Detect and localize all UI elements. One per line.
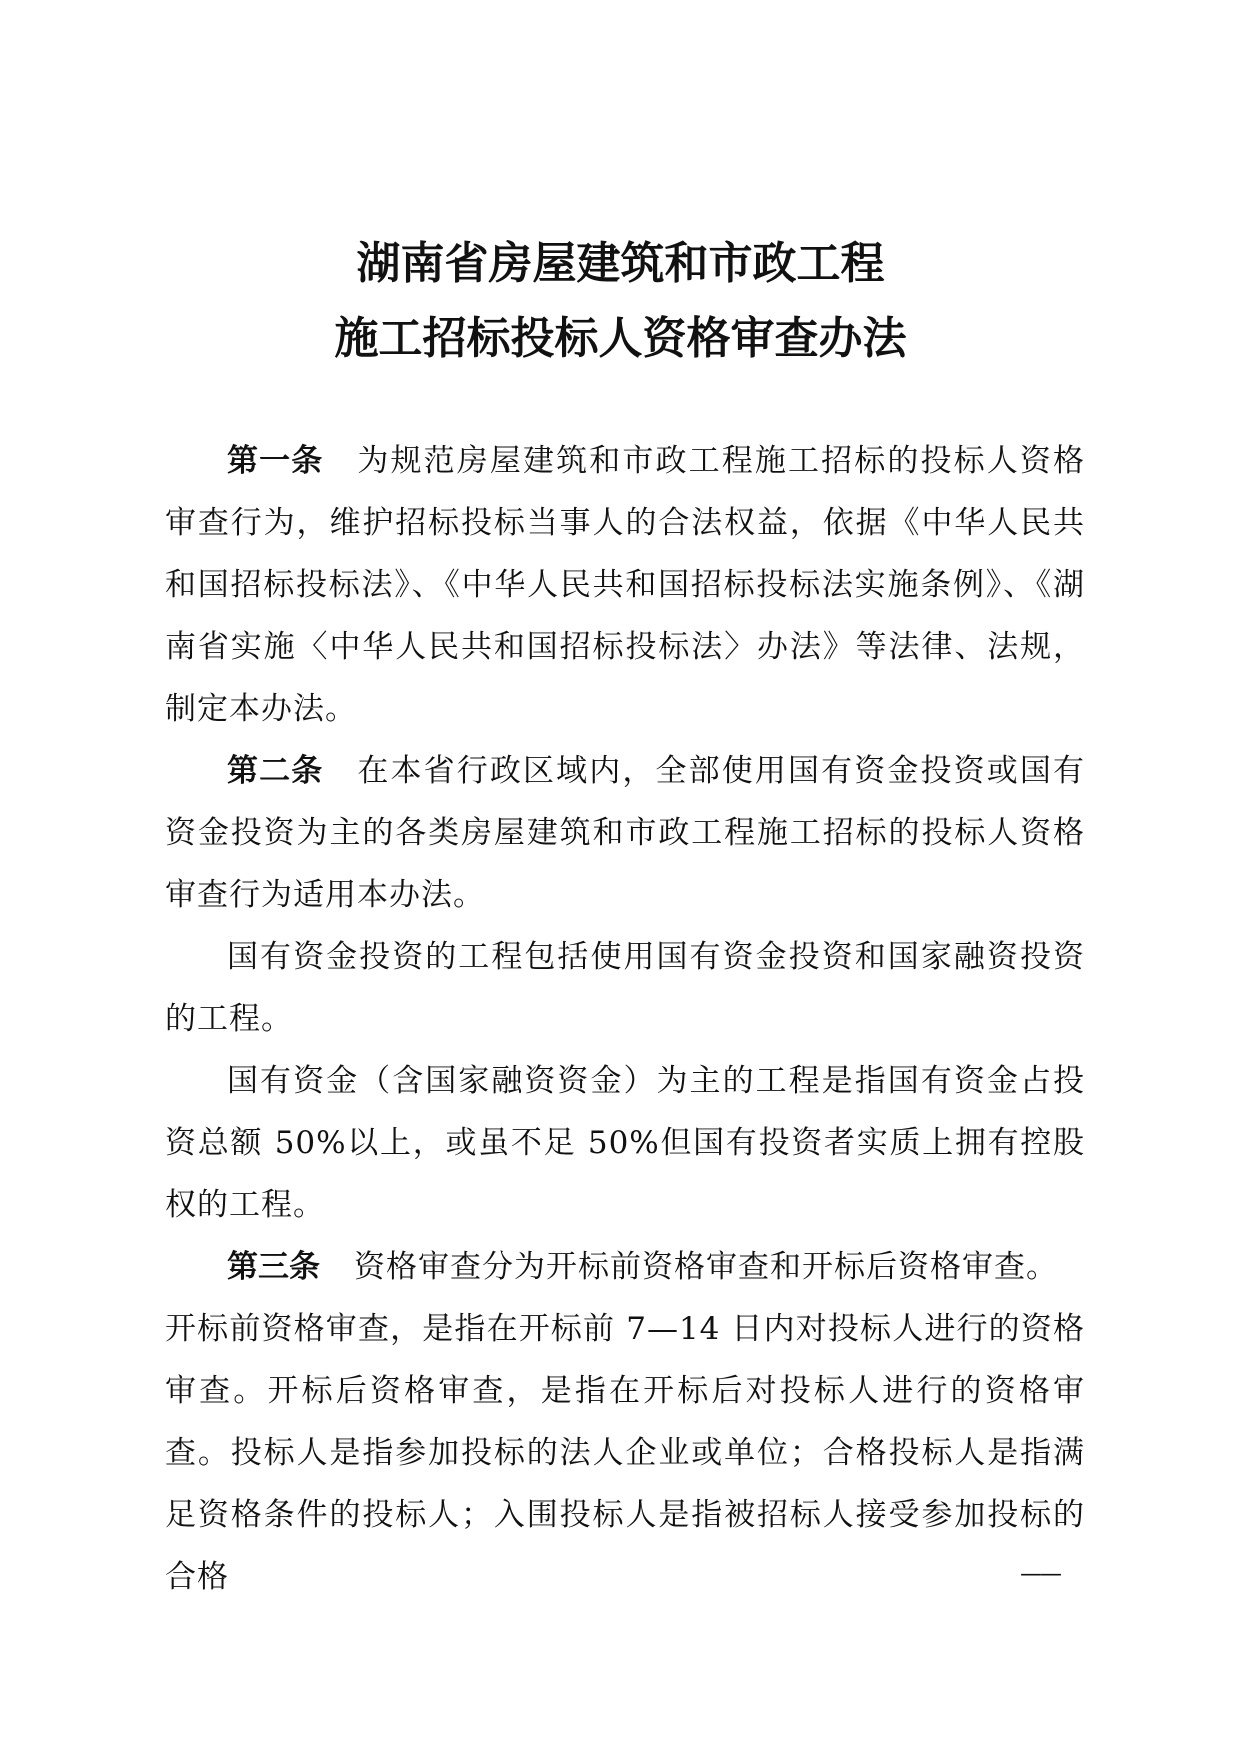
article-3-continuation: 开标前资格审查，是指在开标前 7—14 日内对投标人进行的资格审查。开标后资格审查，是指在开标后对投标人进行的资格审查。投标人是指参加投标的法人企业或单位；合格投标人是指满足资格条件的投标人；入围投标人是指被招标人接受参加投标的合格 [165, 1311, 1085, 1595]
article-2-paragraph [165, 740, 1085, 926]
article-1-text: 为规范房屋建筑和市政工程施工招标的投标人资格审查行为，维护招标投标当事人的合法权益，依据《中华人民共和国招标投标法》、《中华人民共和国招标投标法实施条例》、《湖南省实施〈中华人民共和国招标投标法〉办法》等法律、法规，制定本办法。 [165, 443, 1085, 727]
article-2-label: 第二条 [227, 753, 324, 789]
page-number-marker: —— [1020, 1562, 1060, 1587]
article-3-label: 第三条 [227, 1249, 320, 1285]
article-2-clause-1: 国有资金投资的工程包括使用国有资金投资和国家融资投资的工程。 [165, 939, 1085, 1037]
article-1-paragraph [165, 430, 1085, 740]
article-2-clause-2: 国有资金（含国家融资资金）为主的工程是指国有资金占投资总额 50%以上，或虽不足 50%但国有投资者实质上拥有控股权的工程。 [165, 1063, 1085, 1223]
document-body [165, 430, 1085, 1608]
article-2-text: 在本省行政区域内，全部使用国有资金投资或国有资金投资为主的各类房屋建筑和市政工程施工招标的投标人资格审查行为适用本办法。 [165, 753, 1085, 913]
document-title-line-2: 施工招标投标人资格审查办法 [334, 313, 907, 364]
article-3-paragraph [165, 1236, 1085, 1298]
article-1-label: 第一条 [227, 443, 324, 479]
document-title-line-1: 湖南省房屋建筑和市政工程 [356, 238, 885, 289]
article-3-text: 资格审查分为开标前资格审查和开标后资格审查。 [354, 1249, 1058, 1285]
